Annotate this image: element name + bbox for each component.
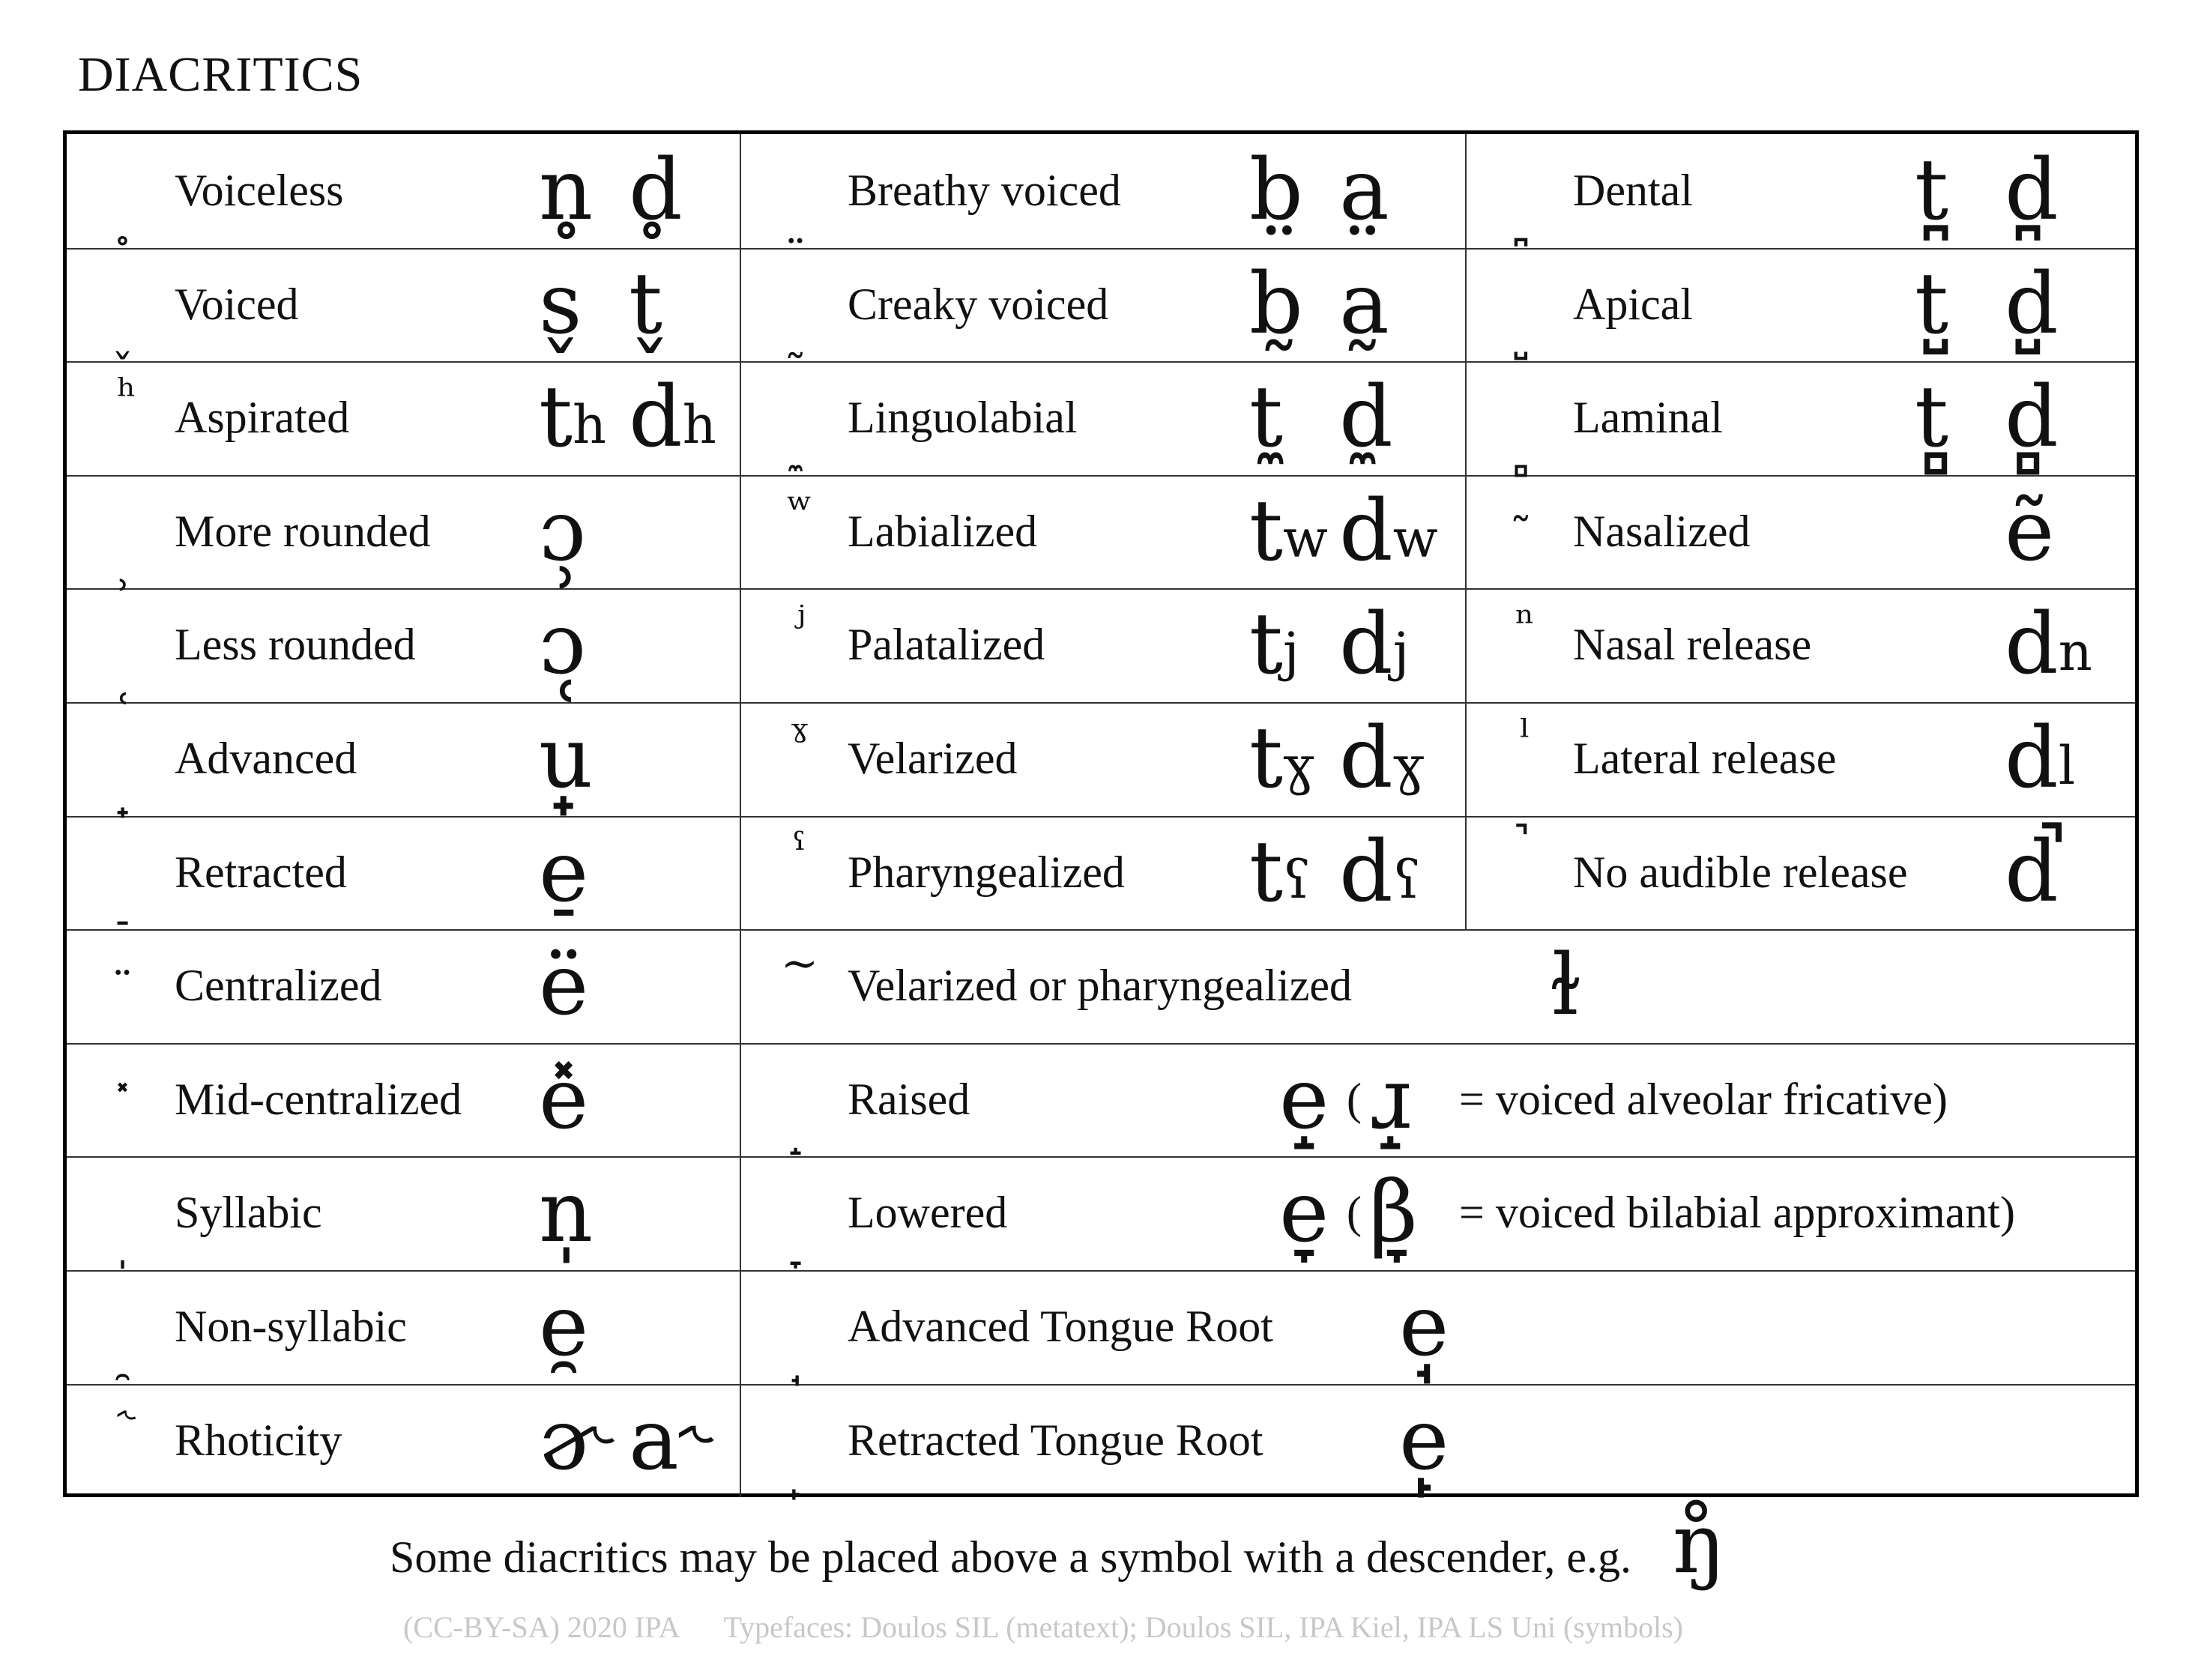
footnote-text: Some diacritics may be placed above a symbol with a descender, e.g. — [390, 1532, 1632, 1582]
diacritic-label: Labialized — [848, 506, 1038, 556]
example-symbol: u̟ — [539, 710, 594, 807]
example-symbol: d̚ — [2005, 823, 2059, 921]
diacritic-row — [740, 929, 2143, 1042]
example-symbol: e̠ — [539, 823, 589, 921]
diacritic-mark: ̟ — [119, 761, 134, 814]
diacritic-mark: ̝ — [792, 1102, 807, 1155]
diacritic-label: Less rounded — [175, 620, 416, 670]
diacritic-label: Retracted — [175, 847, 347, 897]
diacritic-mark: ̜ — [119, 647, 134, 701]
example-symbol: $d^j$ — [1339, 596, 1410, 694]
example-symbol: s̬ — [539, 255, 582, 353]
diacritic-label: Pharyngealized — [848, 847, 1125, 897]
example-symbol: $d^n$ — [2005, 596, 2092, 694]
example-symbol: ɔ̜ — [539, 596, 586, 694]
diacritic-row — [67, 475, 740, 587]
diacritic-label: Laminal — [1573, 393, 1723, 443]
diacritic-label: Lowered — [848, 1188, 1008, 1238]
diacritic-label: Velarized — [848, 734, 1018, 783]
diacritic-mark: ̼ — [792, 420, 807, 474]
example-symbol: $t^ʕ$ — [1249, 823, 1311, 921]
diacritic-label: Retracted Tongue Root — [848, 1415, 1263, 1465]
column-1 — [67, 134, 740, 1493]
example-symbol: e̘ — [1399, 1278, 1449, 1375]
example-symbol: d̼ — [1339, 369, 1393, 467]
diacritic-mark: ˤ — [793, 824, 806, 877]
example-symbol: $d^l$ — [2005, 710, 2076, 807]
diacritic-label: Advanced — [175, 734, 357, 783]
diacritic-row — [740, 1043, 2143, 1155]
example-symbol: a˞ — [629, 1391, 714, 1489]
diacritic-label: Dental — [1573, 166, 1693, 215]
example-symbol: d̪ — [2005, 142, 2059, 239]
diacritic-label: Advanced Tongue Root — [848, 1302, 1273, 1351]
diacritic-label: Raised — [848, 1074, 970, 1124]
diacritic-mark: ̈ — [119, 963, 134, 1016]
wide-rows — [740, 134, 2143, 1496]
diacritic-row — [67, 1043, 740, 1155]
diacritic-mark: ̘ — [792, 1329, 807, 1382]
diacritic-label: Linguolabial — [848, 393, 1078, 443]
credits — [403, 1610, 1683, 1645]
example-symbol: β̞ — [1369, 1164, 1418, 1262]
diacritic-label: More rounded — [175, 506, 431, 556]
diacritic-mark: ̤ — [792, 193, 807, 246]
example-symbol: ɹ̝ — [1369, 1050, 1412, 1148]
example-symbol: $d^ʕ$ — [1339, 823, 1422, 921]
diacritic-row — [67, 816, 740, 928]
diacritic-label: Apical — [1573, 279, 1693, 329]
diacritic-label: Syllabic — [175, 1188, 322, 1238]
diacritic-label: Nasalized — [1573, 506, 1751, 556]
diacritic-row — [67, 929, 740, 1042]
diacritic-mark: ˡ — [1519, 710, 1531, 763]
diacritic-label: No audible release — [1573, 847, 1908, 897]
example-symbol: $t^w$ — [1249, 482, 1328, 580]
diacritic-mark: ̰ — [792, 306, 807, 360]
diacritic-row — [740, 1384, 2143, 1496]
diacritic-mark: ⁿ — [1515, 596, 1535, 650]
example-symbol: d̥ — [629, 142, 683, 239]
diacritic-mark: ̺ — [1518, 306, 1533, 360]
page-title: DIACRITICS — [78, 47, 363, 102]
diacritic-label: Breathy voiced — [848, 166, 1121, 215]
example-symbol: n̩ — [539, 1164, 594, 1262]
example-symbol: $t^ɣ$ — [1249, 710, 1314, 807]
diacritic-mark: ̠ — [119, 874, 134, 928]
example-symbol: $t^h$ — [539, 369, 607, 467]
footnote-example-symbol: ŋ̊ — [1673, 1496, 1726, 1592]
diacritic-mark: ̹ — [119, 534, 134, 587]
diacritic-label: Rhoticity — [175, 1415, 342, 1465]
diacritic-mark: ̃ — [1518, 508, 1533, 561]
diacritic-mark: ̙ — [792, 1442, 807, 1496]
diacritic-mark: ̬ — [119, 306, 134, 360]
example-symbol: $d^w$ — [1339, 482, 1438, 580]
example-symbol: ẽ — [2005, 482, 2055, 580]
example-note-open: ( — [1347, 1188, 1362, 1238]
example-symbol: t̬ — [629, 255, 663, 353]
typefaces-text: Typefaces: Doulos SIL (metatext); Doulos SIL, IPA Kiel, IPA LS Uni (symbols) — [723, 1610, 1683, 1644]
diacritic-row — [67, 1270, 740, 1383]
example-symbol: e̙ — [1399, 1391, 1449, 1489]
example-symbol: t̼ — [1249, 369, 1284, 467]
example-symbol: b̤ — [1249, 142, 1303, 239]
example-symbol: $t^j$ — [1249, 596, 1299, 694]
example-symbol: e̯ — [539, 1278, 589, 1375]
diacritic-label: Aspirated — [175, 393, 350, 443]
diacritic-mark: ̥ — [119, 193, 134, 246]
example-symbol: e̽ — [539, 1050, 589, 1148]
diacritic-mark: ̞ — [792, 1215, 807, 1269]
example-note: = voiced bilabial approximant) — [1459, 1188, 2015, 1238]
diacritic-row — [67, 1156, 740, 1269]
example-symbol: d̻ — [2005, 369, 2059, 467]
diacritic-mark: ̪ — [1518, 193, 1533, 246]
diacritic-label: Voiced — [175, 279, 299, 329]
diacritic-mark: ∼ — [780, 937, 819, 991]
diacritic-mark: ˠ — [791, 710, 809, 763]
license-text: (CC-BY-SA) 2020 IPA — [403, 1610, 679, 1644]
diacritic-mark: ̽ — [119, 1076, 134, 1129]
diacritic-mark: ʰ — [117, 369, 136, 423]
diacritic-mark: ̩ — [119, 1215, 134, 1269]
diacritic-mark: ʷ — [786, 483, 813, 536]
diacritic-row — [67, 248, 740, 360]
example-note-open: ( — [1347, 1074, 1362, 1124]
example-symbol: ë — [539, 937, 589, 1035]
diacritic-row — [67, 361, 740, 474]
diacritic-mark: ̯ — [119, 1329, 134, 1382]
example-symbol: a̤ — [1339, 142, 1389, 239]
diacritic-label: Palatalized — [848, 620, 1045, 670]
example-symbol: e̝ — [1279, 1050, 1329, 1148]
diacritic-label: Velarized or pharyngealized — [848, 961, 1352, 1011]
diacritic-label: Voiceless — [175, 166, 344, 215]
example-symbol: t̻ — [1915, 369, 1949, 467]
diacritic-label: Mid-centralized — [175, 1074, 462, 1124]
diacritic-mark: ʲ — [794, 596, 806, 650]
diacritic-label: Lateral release — [1573, 734, 1837, 783]
diacritic-row — [740, 1270, 2143, 1383]
example-symbol: ɚ — [539, 1391, 610, 1489]
example-symbol: a̰ — [1339, 255, 1389, 353]
diacritic-label: Non-syllabic — [175, 1302, 407, 1351]
example-note: = voiced alveolar fricative) — [1459, 1074, 1948, 1124]
example-symbol: ɫ — [1549, 937, 1581, 1035]
example-symbol: d̺ — [2005, 255, 2059, 353]
diacritic-mark: ˞ — [117, 1392, 136, 1445]
diacritics-table — [63, 130, 2139, 1497]
diacritic-row — [67, 702, 740, 815]
diacritic-row — [67, 588, 740, 701]
diacritic-row — [740, 1156, 2143, 1269]
example-symbol: $d^h$ — [629, 369, 716, 467]
example-symbol: t̺ — [1915, 255, 1949, 353]
example-symbol: b̰ — [1249, 255, 1303, 353]
diacritic-row — [67, 1384, 740, 1496]
diacritic-row — [67, 134, 740, 247]
example-symbol: ɔ̹ — [539, 482, 586, 580]
diacritic-label: Creaky voiced — [848, 279, 1109, 329]
example-symbol: t̪ — [1915, 142, 1949, 239]
diacritic-mark: ̻ — [1518, 420, 1533, 474]
diacritic-label: Centralized — [175, 961, 382, 1011]
footnote — [390, 1491, 1726, 1596]
example-symbol: e̞ — [1279, 1164, 1329, 1262]
example-symbol: $d^ɣ$ — [1339, 710, 1425, 807]
diacritic-label: Nasal release — [1573, 620, 1812, 670]
example-symbol: n̥ — [539, 142, 594, 239]
